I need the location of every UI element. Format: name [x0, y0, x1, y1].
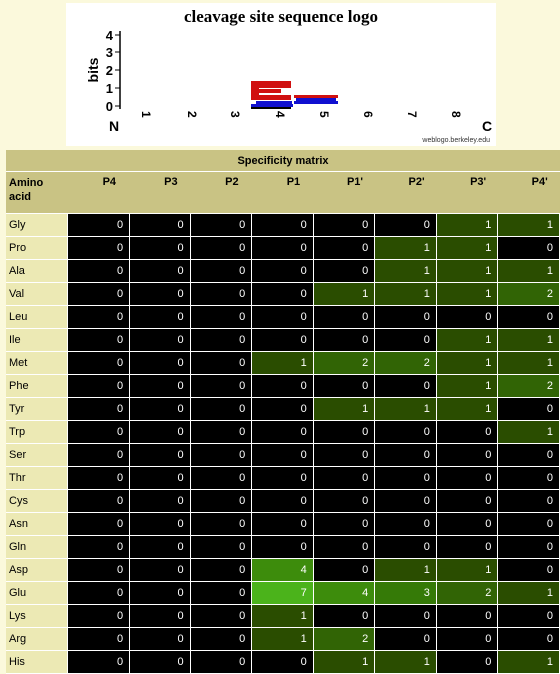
amino-acid-name: Asn [6, 513, 68, 536]
amino-acid-name: Asp [6, 559, 68, 582]
table-row [6, 421, 560, 444]
matrix-cell: 0 [252, 306, 314, 329]
matrix-cell: 0 [437, 605, 499, 628]
matrix-cell: 1 [437, 237, 499, 260]
table-row [6, 398, 560, 421]
matrix-cell: 0 [375, 628, 437, 651]
amino-acid-name: Pro [6, 237, 68, 260]
matrix-cell: 4 [252, 559, 314, 582]
matrix-cell: 0 [252, 444, 314, 467]
x-terminus-label: N [109, 118, 120, 134]
matrix-cell: 0 [437, 513, 499, 536]
matrix-cell: 1 [498, 651, 560, 674]
amino-acid-name: Met [6, 352, 68, 375]
y-axis-label: bits [85, 57, 101, 83]
matrix-cell: 0 [68, 444, 131, 467]
matrix-cell: 0 [68, 582, 131, 605]
table-row [6, 306, 560, 329]
matrix-cell: 0 [130, 467, 191, 490]
matrix-cell: 0 [191, 283, 253, 306]
matrix-cell: 1 [498, 214, 560, 237]
matrix-cell: 2 [498, 375, 560, 398]
table-row [6, 536, 560, 559]
y-tick-label: 4 [105, 28, 113, 43]
x-tick-label: 7 [405, 111, 419, 118]
matrix-cell: 1 [314, 283, 376, 306]
matrix-cell: 0 [191, 536, 253, 559]
matrix-cell: 0 [130, 605, 191, 628]
matrix-cell: 0 [252, 467, 314, 490]
matrix-cell: 0 [498, 628, 560, 651]
amino-acid-header [6, 172, 68, 214]
amino-acid-name: Ser [6, 444, 68, 467]
matrix-cell: 0 [130, 536, 191, 559]
matrix-cell: 0 [191, 513, 253, 536]
table-row [6, 651, 560, 674]
position-header: P3 [130, 172, 191, 214]
matrix-cell: 0 [314, 536, 376, 559]
position-header: P4' [498, 172, 560, 214]
matrix-cell: 1 [375, 398, 437, 421]
matrix-cell: 7 [252, 582, 314, 605]
matrix-cell: 1 [498, 260, 560, 283]
matrix-cell: 0 [130, 628, 191, 651]
matrix-cell: 0 [498, 467, 560, 490]
matrix-cell: 2 [375, 352, 437, 375]
matrix-cell: 0 [437, 467, 499, 490]
matrix-cell: 1 [437, 260, 499, 283]
x-tick-label: 3 [228, 111, 242, 118]
position-header: P2 [191, 172, 253, 214]
matrix-cell: 0 [375, 444, 437, 467]
matrix-cell: 0 [252, 260, 314, 283]
matrix-cell: 0 [130, 421, 191, 444]
matrix-cell: 0 [314, 605, 376, 628]
matrix-cell: 0 [375, 605, 437, 628]
matrix-cell: 0 [191, 329, 253, 352]
position-header: P3' [437, 172, 499, 214]
matrix-cell: 0 [130, 352, 191, 375]
matrix-cell: 0 [130, 329, 191, 352]
matrix-cell: 0 [191, 421, 253, 444]
matrix-cell: 0 [498, 490, 560, 513]
matrix-cell: 3 [375, 582, 437, 605]
matrix-cell: 0 [437, 444, 499, 467]
matrix-cell: 0 [191, 375, 253, 398]
matrix-cell: 0 [375, 329, 437, 352]
matrix-cell: 0 [314, 306, 376, 329]
matrix-cell: 0 [68, 375, 131, 398]
matrix-cell: 0 [191, 306, 253, 329]
table-row [6, 559, 560, 582]
matrix-cell: 0 [130, 513, 191, 536]
matrix-cell: 0 [252, 651, 314, 674]
matrix-cell: 0 [252, 513, 314, 536]
table-row [6, 444, 560, 467]
matrix-cell: 0 [191, 467, 253, 490]
sequence-logo [66, 3, 496, 146]
matrix-cell: 0 [498, 306, 560, 329]
matrix-cell: 2 [314, 628, 376, 651]
matrix-cell: 1 [437, 559, 499, 582]
matrix-cell: 0 [375, 214, 437, 237]
matrix-cell: 0 [130, 444, 191, 467]
matrix-cell: 2 [314, 352, 376, 375]
position-header: P1 [252, 172, 314, 214]
matrix-cell: 2 [498, 283, 560, 306]
matrix-cell: 1 [437, 214, 499, 237]
matrix-cell: 0 [252, 375, 314, 398]
amino-acid-name: Phe [6, 375, 68, 398]
matrix-cell: 0 [68, 214, 131, 237]
matrix-cell: 0 [437, 306, 499, 329]
matrix-cell: 0 [191, 559, 253, 582]
matrix-cell: 0 [68, 628, 131, 651]
x-tick-label: 6 [361, 111, 375, 118]
amino-acid-name: Arg [6, 628, 68, 651]
matrix-cell: 1 [375, 237, 437, 260]
matrix-cell: 0 [252, 536, 314, 559]
matrix-cell: 0 [375, 536, 437, 559]
table-row [6, 375, 560, 398]
table-row [6, 214, 560, 237]
matrix-cell: 0 [130, 582, 191, 605]
matrix-cell: 1 [437, 283, 499, 306]
matrix-cell: 0 [314, 375, 376, 398]
matrix-cell: 1 [252, 628, 314, 651]
matrix-cell: 0 [437, 421, 499, 444]
matrix-cell: 1 [498, 329, 560, 352]
logo-letter-stack-4 [251, 81, 293, 109]
matrix-cell: 1 [375, 260, 437, 283]
matrix-cell: 0 [498, 513, 560, 536]
matrix-cell: 0 [68, 306, 131, 329]
logo-letter-stack-5 [294, 95, 338, 104]
matrix-cell: 0 [191, 490, 253, 513]
y-tick-label: 1 [105, 81, 113, 96]
matrix-cell: 2 [437, 582, 499, 605]
matrix-cell: 0 [252, 398, 314, 421]
matrix-cell: 1 [314, 651, 376, 674]
matrix-cell: 0 [130, 398, 191, 421]
matrix-cell: 1 [498, 352, 560, 375]
matrix-cell: 0 [314, 237, 376, 260]
matrix-cell: 0 [68, 352, 131, 375]
matrix-cell: 0 [375, 513, 437, 536]
matrix-cell: 0 [437, 628, 499, 651]
matrix-cell: 0 [191, 260, 253, 283]
table-row [6, 490, 560, 513]
x-tick-label: 5 [317, 111, 331, 118]
y-tick-label: 0 [105, 99, 113, 114]
y-tick-label: 3 [105, 45, 113, 60]
matrix-cell: 0 [191, 605, 253, 628]
matrix-cell: 0 [68, 536, 131, 559]
table-row [6, 260, 560, 283]
amino-acid-name: Cys [6, 490, 68, 513]
matrix-cell: 0 [68, 651, 131, 674]
table-row [6, 467, 560, 490]
matrix-cell: 0 [375, 467, 437, 490]
amino-acid-name: Trp [6, 421, 68, 444]
amino-acid-name: Thr [6, 467, 68, 490]
letter-r-band [251, 104, 293, 107]
table-row [6, 628, 560, 651]
amino-acid-name: Val [6, 283, 68, 306]
table-row [6, 352, 560, 375]
matrix-cell: 0 [252, 329, 314, 352]
matrix-cell: 0 [437, 536, 499, 559]
matrix-cell: 4 [314, 582, 376, 605]
matrix-cell: 0 [130, 260, 191, 283]
matrix-cell: 1 [252, 605, 314, 628]
matrix-cell: 0 [498, 398, 560, 421]
table-row [6, 329, 560, 352]
matrix-cell: 0 [191, 582, 253, 605]
matrix-cell: 0 [68, 605, 131, 628]
amino-acid-name: His [6, 651, 68, 674]
table-row [6, 513, 560, 536]
matrix-cell: 1 [375, 559, 437, 582]
logo-title: cleavage site sequence logo [183, 7, 379, 26]
x-tick-label: 2 [185, 111, 199, 118]
table-row [6, 582, 560, 605]
matrix-cell: 0 [68, 398, 131, 421]
matrix-cell: 0 [130, 559, 191, 582]
logo-plot [66, 3, 496, 146]
matrix-cell: 0 [252, 283, 314, 306]
matrix-cell: 0 [498, 237, 560, 260]
amino-acid-header-line2: acid [9, 191, 32, 203]
x-tick-label: 8 [449, 111, 463, 118]
matrix-cell: 0 [191, 651, 253, 674]
matrix-cell: 0 [314, 260, 376, 283]
table-row [6, 605, 560, 628]
amino-acid-header-line1: Amino [9, 177, 44, 189]
matrix-cell: 1 [498, 421, 560, 444]
specificity-matrix-table [6, 150, 560, 674]
amino-acid-name: Gln [6, 536, 68, 559]
letter-e-small [294, 95, 338, 98]
matrix-cell: 0 [130, 490, 191, 513]
matrix-cell: 0 [314, 467, 376, 490]
y-tick-label: 2 [105, 63, 113, 78]
matrix-cell: 0 [375, 490, 437, 513]
x-tick-label: 1 [139, 111, 153, 118]
amino-acid-name: Ile [6, 329, 68, 352]
matrix-cell: 0 [191, 628, 253, 651]
amino-acid-name: Tyr [6, 398, 68, 421]
matrix-cell: 1 [437, 329, 499, 352]
matrix-cell: 0 [314, 559, 376, 582]
matrix-cell: 0 [130, 375, 191, 398]
matrix-cell: 0 [498, 444, 560, 467]
matrix-cell: 0 [375, 421, 437, 444]
table-row [6, 283, 560, 306]
x-tick-label: 4 [273, 111, 287, 118]
matrix-cell: 1 [375, 651, 437, 674]
matrix-cell: 0 [314, 329, 376, 352]
letter-e-middle [251, 89, 281, 93]
matrix-cell: 0 [437, 490, 499, 513]
table-row [6, 237, 560, 260]
matrix-cell: 0 [68, 237, 131, 260]
matrix-caption: Specificity matrix [6, 150, 560, 172]
matrix-cell: 0 [252, 237, 314, 260]
matrix-cell: 0 [375, 306, 437, 329]
letter-k-band [256, 101, 292, 104]
matrix-cell: 0 [375, 375, 437, 398]
matrix-cell: 1 [437, 398, 499, 421]
matrix-cell: 0 [130, 651, 191, 674]
amino-acid-name: Leu [6, 306, 68, 329]
matrix-cell: 0 [191, 444, 253, 467]
matrix-cell: 0 [437, 651, 499, 674]
position-header: P2' [375, 172, 437, 214]
matrix-cell: 0 [130, 283, 191, 306]
matrix-cell: 0 [68, 490, 131, 513]
matrix-cell: 0 [252, 490, 314, 513]
matrix-cell: 0 [191, 398, 253, 421]
matrix-cell: 0 [68, 513, 131, 536]
matrix-cell: 0 [252, 214, 314, 237]
matrix-cell: 0 [498, 559, 560, 582]
matrix-cell: 1 [437, 375, 499, 398]
matrix-cell: 1 [252, 352, 314, 375]
amino-acid-name: Gly [6, 214, 68, 237]
matrix-cell: 0 [191, 214, 253, 237]
matrix-cell: 0 [130, 306, 191, 329]
matrix-cell: 0 [68, 329, 131, 352]
letter-h-small [294, 101, 338, 104]
position-header: P1' [314, 172, 376, 214]
matrix-cell: 0 [314, 490, 376, 513]
logo-credit: weblogo.berkeley.edu [422, 137, 490, 144]
amino-acid-name: Lys [6, 605, 68, 628]
matrix-cell: 1 [498, 582, 560, 605]
matrix-cell: 0 [191, 352, 253, 375]
matrix-cell: 0 [314, 444, 376, 467]
amino-acid-name: Glu [6, 582, 68, 605]
matrix-cell: 0 [191, 237, 253, 260]
matrix-cell: 0 [130, 237, 191, 260]
x-terminus-label: C [482, 118, 493, 134]
matrix-cell: 0 [314, 421, 376, 444]
matrix-cell: 1 [375, 283, 437, 306]
matrix-cell: 1 [314, 398, 376, 421]
matrix-cell: 0 [314, 513, 376, 536]
matrix-cell: 0 [130, 214, 191, 237]
matrix-cell: 0 [68, 260, 131, 283]
amino-acid-name: Ala [6, 260, 68, 283]
matrix-cell: 0 [68, 467, 131, 490]
position-header: P4 [68, 172, 131, 214]
matrix-cell: 1 [437, 352, 499, 375]
matrix-cell: 0 [314, 214, 376, 237]
letter-y-band [251, 107, 291, 109]
matrix-cell: 0 [498, 536, 560, 559]
matrix-cell: 0 [68, 283, 131, 306]
matrix-cell: 0 [498, 605, 560, 628]
letter-e-bottom [251, 95, 291, 100]
matrix-cell: 0 [68, 559, 131, 582]
letter-r-small [296, 98, 336, 101]
matrix-cell: 0 [252, 421, 314, 444]
matrix-cell: 0 [68, 421, 131, 444]
